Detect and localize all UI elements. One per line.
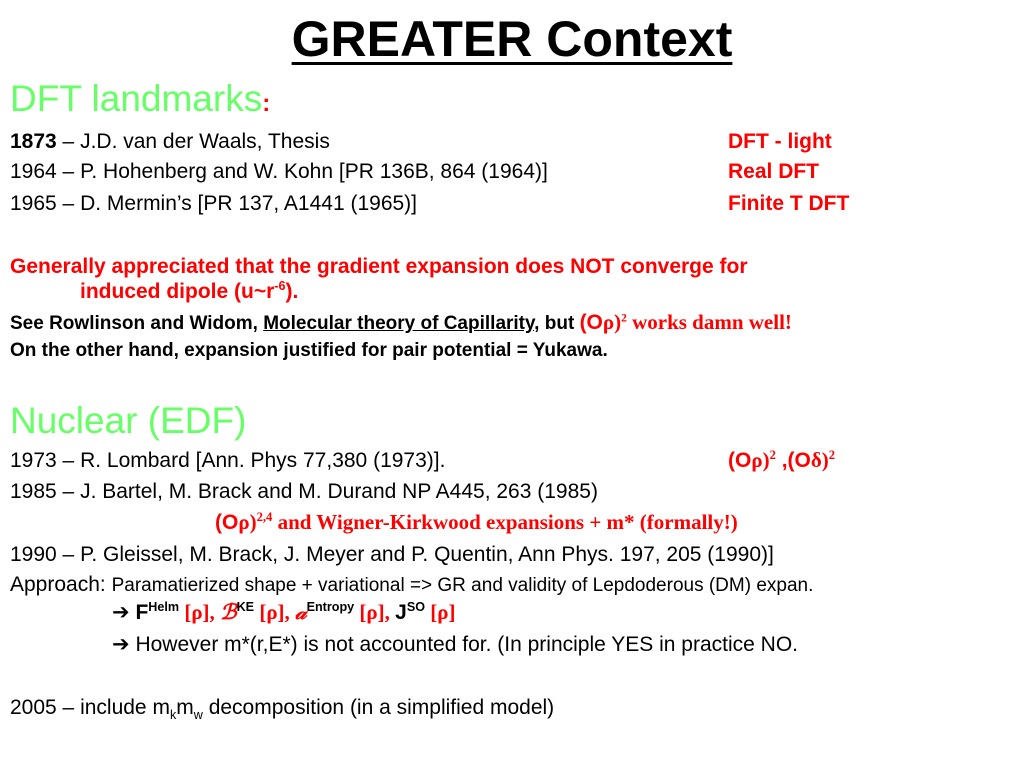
rho-exponent: 2,4 xyxy=(256,510,273,524)
rho-exponent: 2 xyxy=(621,312,627,325)
j-symbol: J xyxy=(395,601,407,624)
w-subscript: w xyxy=(193,708,203,723)
entry-2005-post: decomposition (in a simplified model) xyxy=(202,696,555,719)
o-symbol: (O xyxy=(728,449,752,472)
approach-label: Approach: xyxy=(10,573,112,596)
delta-exponent: 2 xyxy=(828,448,836,462)
dft-tag-real: Real DFT xyxy=(728,160,820,183)
a-argument: [ρ], xyxy=(354,600,396,624)
rowlinson-mid: , but xyxy=(534,313,580,334)
lombard-entry: 1973 – R. Lombard [Ann. Phys 77,380 (1973)]. xyxy=(10,449,446,472)
dft-heading xyxy=(10,80,270,117)
dft-tag-finite: Finite T DFT xyxy=(728,192,850,215)
dft-entry-1965: 1965 – D. Mermin’s [PR 137, A1441 (1965)] xyxy=(10,192,418,215)
entry-text: – J.D. van der Waals, Thesis xyxy=(56,130,330,153)
rowlinson-line xyxy=(10,312,792,333)
gradient-statement-line1: Generally appreciated that the gradient expansion does NOT converge for xyxy=(10,255,748,278)
lombard-tag xyxy=(728,450,835,471)
gradient-statement-line2 xyxy=(80,281,298,302)
yukawa-line: On the other hand, expansion justified for pair potential = Yukawa. xyxy=(10,340,608,361)
approach-line xyxy=(10,574,813,595)
book-title: Molecular theory of Capillarity xyxy=(263,313,535,334)
wigner-kirkwood-text: and Wigner-Kirkwood expansions + m* (formally!) xyxy=(272,510,738,534)
o-delta-open: ,(O xyxy=(775,449,811,472)
dft-heading-text: DFT landmarks xyxy=(10,78,263,119)
rho-symbol: ρ) xyxy=(238,510,257,534)
dft-entry-1964: 1964 – P. Hohenberg and W. Kohn [PR 136B, 864 (1964)] xyxy=(10,160,548,183)
dft-heading-colon: : xyxy=(262,90,271,117)
j-argument: [ρ] xyxy=(425,600,456,624)
rowlinson-pre: See Rowlinson and Widom, xyxy=(10,313,264,334)
approach-text: Paramatierized shape + variational => GR and validity of Lepdoderous (DM) expan. xyxy=(111,575,814,596)
so-superscript: SO xyxy=(406,600,426,614)
gleissel-entry: 1990 – P. Gleissel, M. Brack, J. Meyer and P. Quentin, Ann Phys. 197, 205 (1990)] xyxy=(10,543,774,566)
arrow-right-icon: ➔ xyxy=(112,633,130,656)
gradient-end: ). xyxy=(285,280,299,303)
o-symbol: (O xyxy=(215,511,239,534)
m-star-line xyxy=(112,634,798,655)
nuclear-heading: Nuclear (EDF) xyxy=(10,400,247,441)
entry-2005 xyxy=(10,696,555,723)
gradient-exponent: -6 xyxy=(274,279,286,293)
ke-superscript: KE xyxy=(236,600,255,614)
dft-entry-1873 xyxy=(10,131,330,152)
bartel-expansion xyxy=(215,512,738,533)
entry-2005-pre: 2005 – include m xyxy=(10,696,170,719)
entry-year: 1873 xyxy=(10,130,57,153)
o-rho-symbol: (O xyxy=(579,311,603,334)
slide-title: GREATER Context xyxy=(291,11,733,67)
rho-symbol: ρ) xyxy=(602,310,622,334)
b-argument: [ρ], xyxy=(254,600,296,624)
bartel-entry: 1985 – J. Bartel, M. Brack and M. Durand NP A445, 263 (1985) xyxy=(10,480,598,503)
works-well-text: works damn well! xyxy=(626,310,792,334)
k-subscript: k xyxy=(169,708,177,723)
functionals-line xyxy=(112,602,456,623)
f-argument: [ρ], xyxy=(179,600,221,624)
b-glyph: ℬ xyxy=(220,600,237,624)
rho-symbol: ρ) xyxy=(751,448,770,472)
helm-superscript: Helm xyxy=(148,600,180,614)
f-symbol: F xyxy=(129,601,149,624)
gradient-text: induced dipole (u~r xyxy=(80,280,275,303)
m-star-text: However m*(r,E*) is not accounted for. (In principle YES in practice NO. xyxy=(129,633,798,656)
rho-exponent: 2 xyxy=(769,448,776,462)
a-glyph: 𝒶 xyxy=(295,600,307,624)
entropy-superscript: Entropy xyxy=(306,600,355,614)
entry-2005-m: m xyxy=(176,696,194,719)
arrow-right-icon: ➔ xyxy=(112,601,130,624)
dft-tag-light: DFT - light xyxy=(728,130,832,153)
delta-symbol: δ) xyxy=(810,448,829,472)
